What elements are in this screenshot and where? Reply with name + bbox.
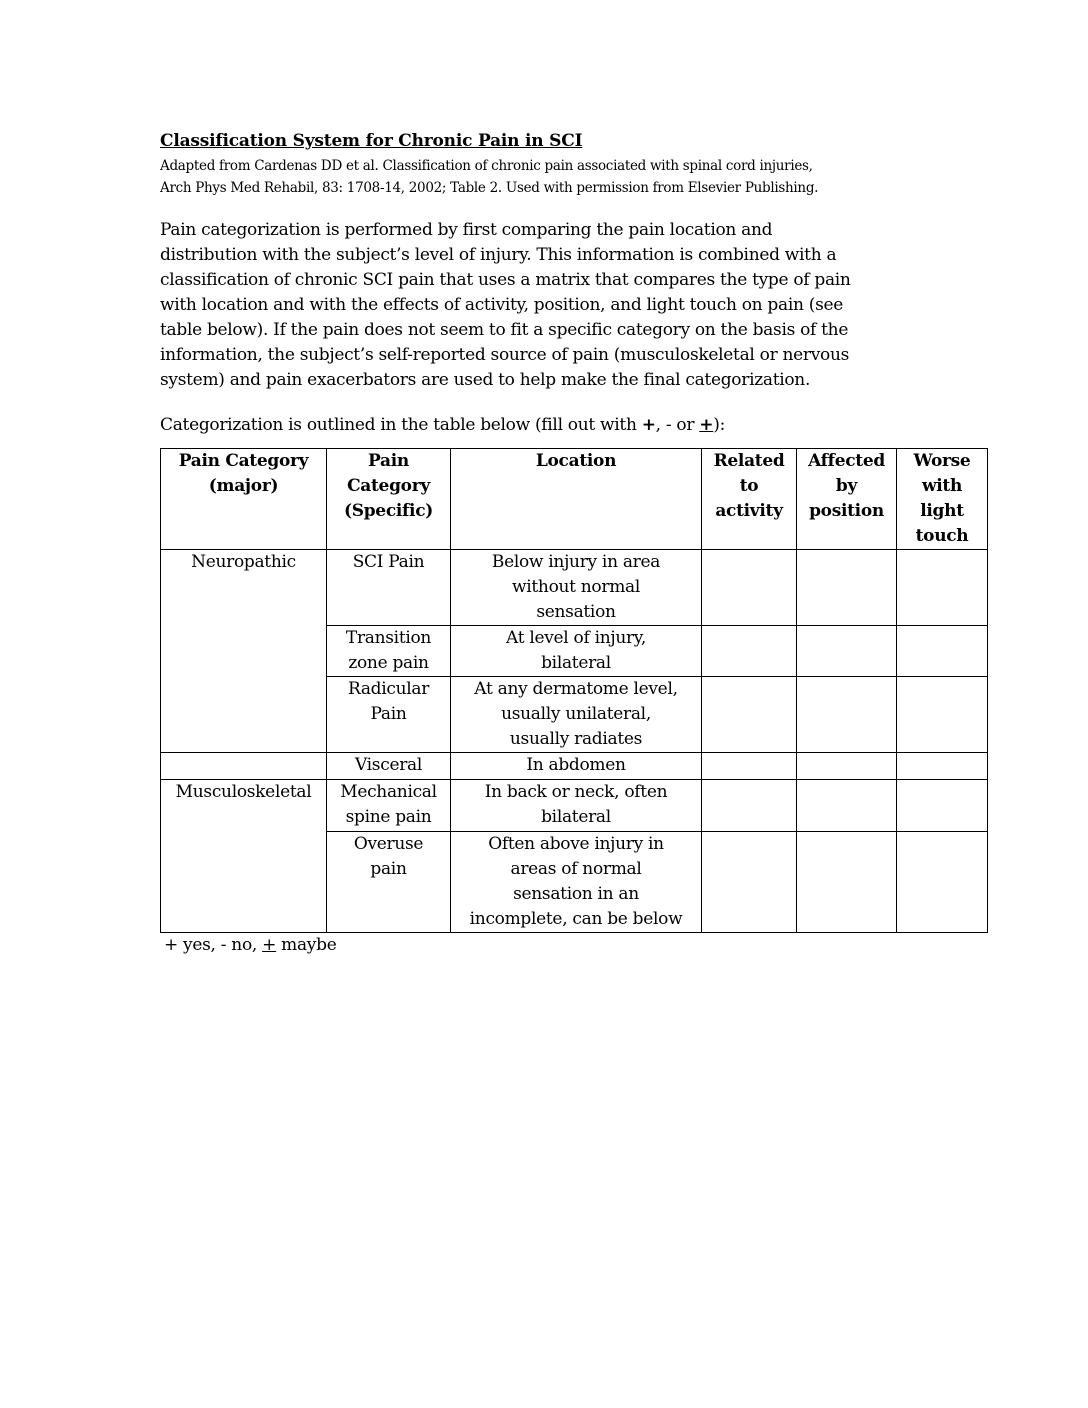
worse-with-light-touch-cell[interactable]: [897, 832, 988, 933]
major-category-empty: [161, 753, 327, 780]
related-to-activity-cell[interactable]: [702, 753, 797, 780]
affected-by-position-cell[interactable]: [797, 780, 897, 832]
paragraph-line: table below). If the pain does not seem to fit a specific category on the basis of the: [160, 320, 849, 340]
document-title: Classification System for Chronic Pain in SCI: [160, 131, 583, 151]
specific-category: Visceral: [327, 753, 451, 780]
header-pain-category-specific: Pain Category (Specific): [327, 449, 451, 550]
worse-with-light-touch-cell[interactable]: [897, 780, 988, 832]
major-category-musculoskeletal: Musculoskeletal: [161, 780, 327, 933]
specific-category: Transition zone pain: [327, 626, 451, 677]
location-cell: Often above injury in areas of normal sensation in an incomplete, can be below: [451, 832, 702, 933]
specific-category: Mechanical spine pain: [327, 780, 451, 832]
plus-minus-symbol: +: [262, 935, 277, 955]
paragraph-line: classification of chronic SCI pain that uses a matrix that compares the type of pain: [160, 270, 851, 290]
legend-suffix: maybe: [276, 935, 337, 955]
location-cell: At any dermatome level, usually unilateral, usually radiates: [451, 677, 702, 753]
citation-line: Adapted from Cardenas DD et al. Classification of chronic pain associated with spinal cord injuries,: [160, 158, 813, 174]
worse-with-light-touch-cell[interactable]: [897, 677, 988, 753]
pain-classification-table: [160, 448, 988, 933]
legend-prefix: + yes, - no,: [164, 935, 263, 955]
affected-by-position-cell[interactable]: [797, 677, 897, 753]
paragraph-line: with location and with the effects of activity, position, and light touch on pain (see: [160, 295, 844, 315]
worse-with-light-touch-cell[interactable]: [897, 753, 988, 780]
affected-by-position-cell[interactable]: [797, 832, 897, 933]
related-to-activity-cell[interactable]: [702, 780, 797, 832]
table-row: [161, 753, 988, 780]
specific-category: Radicular Pain: [327, 677, 451, 753]
citation-line: Arch Phys Med Rehabil, 83: 1708-14, 2002; Table 2. Used with permission from Elsevier Publishing.: [160, 180, 819, 196]
related-to-activity-cell[interactable]: [702, 550, 797, 626]
header-related-to-activity: Related to activity: [702, 449, 797, 550]
plus-minus-symbol: +: [699, 415, 714, 435]
worse-with-light-touch-cell[interactable]: [897, 626, 988, 677]
affected-by-position-cell[interactable]: [797, 626, 897, 677]
location-cell: At level of injury, bilateral: [451, 626, 702, 677]
description-paragraph: [160, 218, 940, 393]
related-to-activity-cell[interactable]: [702, 626, 797, 677]
header-pain-category-major: Pain Category (major): [161, 449, 327, 550]
affected-by-position-cell[interactable]: [797, 753, 897, 780]
table-row: [161, 780, 988, 832]
paragraph-line: system) and pain exacerbators are used to help make the final categorization.: [160, 370, 811, 390]
table-legend: [164, 933, 336, 958]
major-category-neuropathic: Neuropathic: [161, 550, 327, 753]
citation: [160, 155, 940, 199]
intro-prefix: Categorization is outlined in the table below (fill out with: [160, 415, 642, 435]
table-row: [161, 550, 988, 626]
worse-with-light-touch-cell[interactable]: [897, 550, 988, 626]
related-to-activity-cell[interactable]: [702, 677, 797, 753]
location-cell: In back or neck, often bilateral: [451, 780, 702, 832]
related-to-activity-cell[interactable]: [702, 832, 797, 933]
header-worse-with-light-touch: Worse with light touch: [897, 449, 988, 550]
location-cell: Below injury in area without normal sensation: [451, 550, 702, 626]
paragraph-line: information, the subject’s self-reported source of pain (musculoskeletal or nervous: [160, 345, 850, 365]
intro-middle: , - or: [655, 415, 700, 435]
affected-by-position-cell[interactable]: [797, 550, 897, 626]
table-header-row: [161, 449, 988, 550]
intro-suffix: ):: [713, 415, 725, 435]
location-cell: In abdomen: [451, 753, 702, 780]
plus-symbol: +: [641, 415, 656, 435]
paragraph-line: distribution with the subject’s level of injury. This information is combined with a: [160, 245, 837, 265]
table-intro: [160, 413, 725, 438]
header-affected-by-position: Affected by position: [797, 449, 897, 550]
header-location: Location: [451, 449, 702, 550]
specific-category: Overuse pain: [327, 832, 451, 933]
paragraph-line: Pain categorization is performed by first comparing the pain location and: [160, 220, 773, 240]
specific-category: SCI Pain: [327, 550, 451, 626]
